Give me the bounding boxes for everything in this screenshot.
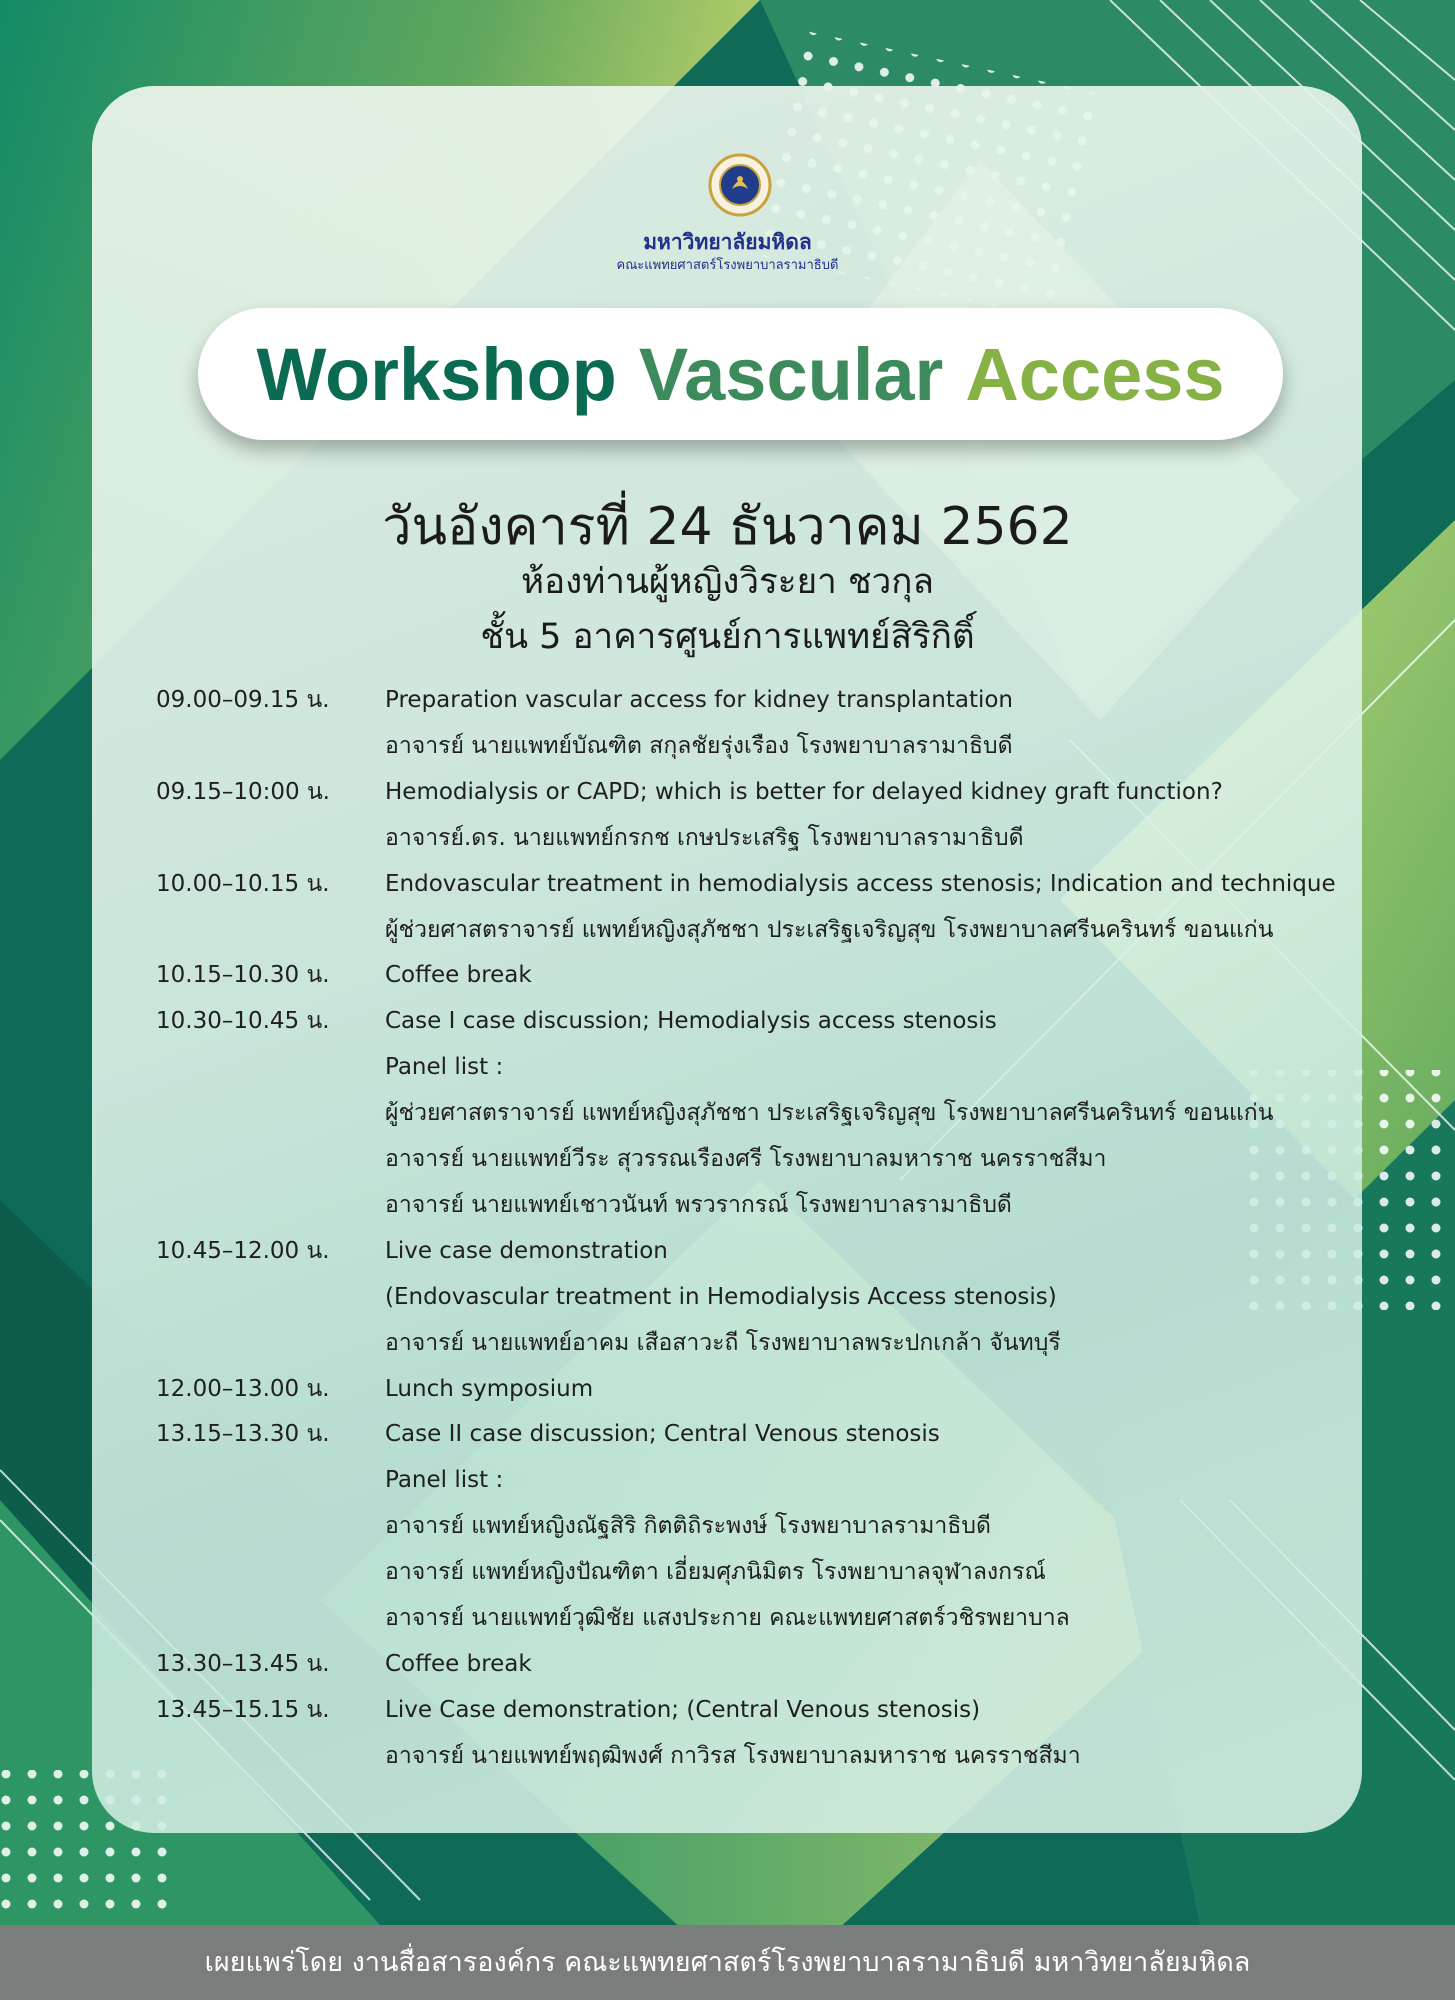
schedule-time: 12.00–13.00 น. [156,1375,330,1402]
schedule-time: 10.45–12.00 น. [156,1237,330,1264]
schedule-text: Endovascular treatment in hemodialysis access stenosis; Indication and technique [385,870,1336,897]
title-word-1: Workshop [256,332,617,416]
title-banner [198,308,1283,440]
faculty-name: คณะแพทยศาสตร์โรงพยาบาลรามาธิบดี [616,258,839,273]
schedule-row [0,910,1455,950]
schedule-text: อาจารย์ แพทย์หญิงณัฐสิริ กิตติถิระพงษ์ โรงพยาบาลรามาธิบดี [385,1513,991,1540]
schedule-text: Lunch symposium [385,1375,594,1402]
schedule-text: อาจารย์ นายแพทย์พฤฒิพงศ์ กาวิรส โรงพยาบาลมหาราช นครราชสีมา [385,1742,1081,1769]
footer-credit: เผยแพร่โดย งานสื่อสารองค์กร คณะแพทยศาสตร์โรงพยาบาลรามาธิบดี มหาวิทยาลัยมหิดล [0,1925,1455,2000]
title-word-3: Access [965,332,1225,416]
schedule-time: 13.30–13.45 น. [156,1650,330,1677]
schedule-time: 13.15–13.30 น. [156,1421,330,1448]
schedule-row [0,1139,1455,1179]
schedule-row [0,1047,1455,1087]
mahidol-seal-icon [708,153,772,217]
schedule-time: 09.00–09.15 น. [156,687,330,713]
schedule-row [0,864,1455,904]
schedule-row [0,1552,1455,1592]
schedule-row [0,1598,1455,1638]
schedule-time: 13.45–15.15 น. [156,1696,330,1723]
schedule-text: Preparation vascular access for kidney transplantation [385,687,1014,713]
schedule-text: Live Case demonstration; (Central Venous stenosis) [385,1696,981,1723]
schedule-time: 09.15–10:00 น. [156,778,330,805]
schedule-text: Panel list : [385,1054,504,1081]
schedule-row [0,955,1455,995]
schedule-text: Case I case discussion; Hemodialysis access stenosis [385,1008,997,1035]
schedule-text: อาจารย์.ดร. นายแพทย์กรกช เกษประเสริฐ โรงพยาบาลรามาธิบดี [385,824,1024,851]
schedule-text: ผู้ช่วยศาสตราจารย์ แพทย์หญิงสุภัชชา ประเสริฐเจริญสุข โรงพยาบาลศรีนครินทร์ ขอนแก่น [385,916,1274,943]
schedule-text: อาจารย์ แพทย์หญิงปัณฑิตา เอี่ยมศุภนิมิตร โรงพยาบาลจุฬาลงกรณ์ [385,1559,1046,1586]
schedule-text: Case II case discussion; Central Venous stenosis [385,1421,940,1448]
schedule-row [0,1093,1455,1133]
schedule-row [0,818,1455,858]
schedule-row [0,1277,1455,1317]
schedule-text: อาจารย์ นายแพทย์เชาวนันท์ พรวรากรณ์ โรงพยาบาลรามาธิบดี [385,1191,1012,1218]
schedule-text: Coffee break [385,962,532,989]
schedule-text: อาจารย์ นายแพทย์บัณฑิต สกุลชัยรุ่งเรือง โรงพยาบาลรามาธิบดี [385,732,1013,759]
schedule-text: อาจารย์ นายแพทย์วีระ สุวรรณเรืองศรี โรงพยาบาลมหาราช นครราชสีมา [385,1146,1107,1172]
schedule-row [0,726,1455,766]
schedule-text: Panel list : [385,1467,504,1494]
schedule-time: 10.30–10.45 น. [156,1008,330,1035]
schedule-time: 10.00–10.15 น. [156,870,330,897]
schedule-row [0,680,1455,720]
schedule-row [0,1185,1455,1225]
schedule-row [0,1644,1455,1684]
schedule-text: (Endovascular treatment in Hemodialysis Access stenosis) [385,1283,1057,1310]
schedule-row [0,1460,1455,1500]
schedule-row [0,772,1455,812]
event-building: ชั้น 5 อาคารศูนย์การแพทย์สิริกิติ์ [480,617,975,657]
schedule-row [0,1414,1455,1454]
schedule-text: อาจารย์ นายแพทย์อาคม เสือสาวะถี โรงพยาบาลพระปกเกล้า จันทบุรี [385,1329,1061,1356]
schedule-text: Hemodialysis or CAPD; which is better for delayed kidney graft function? [385,778,1223,805]
event-room: ห้องท่านผู้หญิงวิระยา ชวกุล [521,562,934,602]
university-name: มหาวิทยาลัยมหิดล [643,230,812,254]
schedule-row [0,1690,1455,1730]
schedule-row [0,1323,1455,1363]
schedule-time: 10.15–10.30 น. [156,962,330,989]
schedule-text: Live case demonstration [385,1237,668,1264]
schedule-text: อาจารย์ นายแพทย์วุฒิชัย แสงประกาย คณะแพทยศาสตร์วชิรพยาบาล [385,1605,1070,1631]
schedule-row [0,1736,1455,1776]
title-word-2: Vascular [638,332,944,416]
schedule-row [0,1369,1455,1409]
schedule-text: ผู้ช่วยศาสตราจารย์ แพทย์หญิงสุภัชชา ประเสริฐเจริญสุข โรงพยาบาลศรีนครินทร์ ขอนแก่น [385,1100,1274,1127]
schedule-row [0,1506,1455,1546]
event-date: วันอังคารที่ 24 ธันวาคม 2562 [382,497,1073,557]
schedule-row [0,1001,1455,1041]
schedule-row [0,1231,1455,1271]
schedule-text: Coffee break [385,1650,532,1677]
